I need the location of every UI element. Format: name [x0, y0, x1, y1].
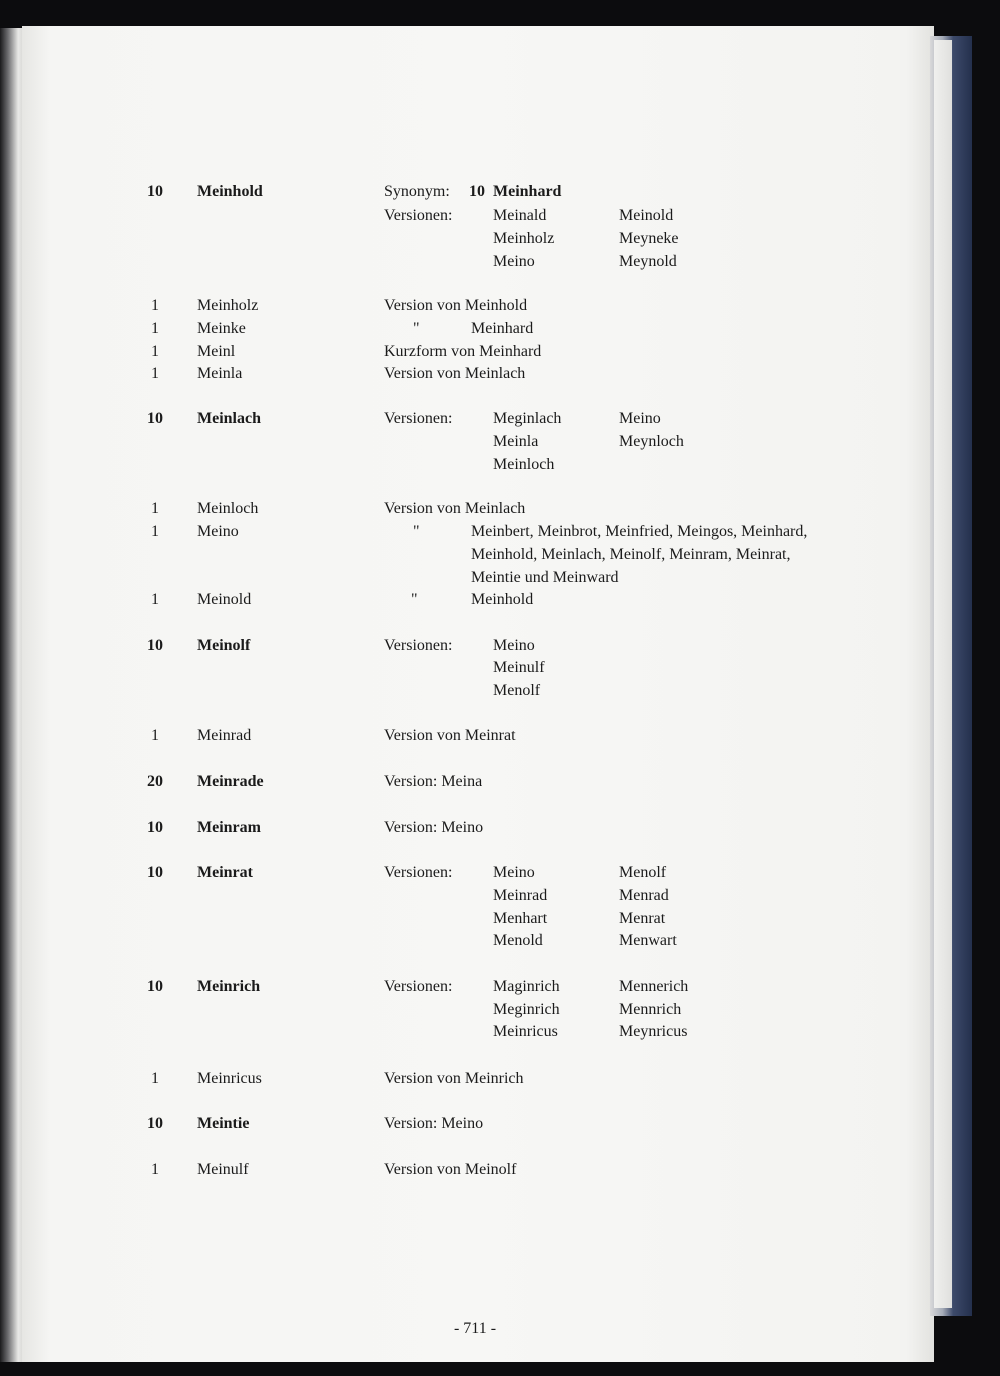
- entry-row: [0, 727, 1000, 750]
- entry-row: [0, 433, 1000, 456]
- synonym-number: 10: [469, 183, 485, 200]
- entry-description: Version: Meino: [384, 819, 484, 836]
- entry-description: Meinhold: [471, 591, 534, 608]
- entry-name: Meinrich: [197, 978, 261, 995]
- version-name: Meginlach: [493, 410, 562, 427]
- entry-row: [0, 253, 1000, 276]
- version-name: Meinloch: [493, 456, 555, 473]
- entry-row: [0, 864, 1000, 887]
- version-name: Meino: [493, 864, 535, 881]
- version-name: Meginrich: [493, 1001, 560, 1018]
- version-name: Menhart: [493, 910, 548, 927]
- version-name: Mennrich: [619, 1001, 682, 1018]
- entry-row: [0, 1115, 1000, 1138]
- versions-label: Versionen:: [384, 410, 453, 427]
- entry-description: Kurzform von Meinhard: [384, 343, 542, 360]
- entry-row: [0, 887, 1000, 910]
- version-name: Meyneke: [619, 230, 679, 247]
- entry-row: [0, 932, 1000, 955]
- versions-label: Versionen:: [384, 864, 453, 881]
- entry-row: [0, 1001, 1000, 1024]
- entry-name: Meinke: [197, 320, 246, 337]
- entry-name: Meino: [197, 523, 239, 540]
- entry-row: [0, 343, 1000, 366]
- entry-row: [0, 410, 1000, 433]
- entry-number: 10: [147, 978, 163, 995]
- entry-number: 1: [151, 500, 159, 517]
- entry-number: 1: [151, 1070, 159, 1087]
- entry-row: [0, 1161, 1000, 1184]
- entry-description: Version: Meino: [384, 1115, 484, 1132]
- entry-number: 1: [151, 727, 159, 744]
- entry-name: Meinulf: [197, 1161, 249, 1178]
- entry-number: 10: [147, 864, 163, 881]
- versions-label: Versionen:: [384, 207, 453, 224]
- entry-name: Meinl: [197, 343, 236, 360]
- entry-row: [0, 978, 1000, 1001]
- entry-row: [0, 773, 1000, 796]
- entry-number: 1: [151, 523, 159, 540]
- entry-name: Meinholz: [197, 297, 259, 314]
- version-name: Meinald: [493, 207, 547, 224]
- entry-row: [0, 682, 1000, 705]
- entry-number: 1: [151, 1161, 159, 1178]
- entry-row: [0, 500, 1000, 523]
- version-name: Meynloch: [619, 433, 684, 450]
- entry-row: [0, 207, 1000, 230]
- versions-label: Versionen:: [384, 978, 453, 995]
- entry-row: [0, 297, 1000, 320]
- entry-description: Version von Meinhold: [384, 297, 528, 314]
- entry-row: [0, 546, 1000, 569]
- entry-number: 10: [147, 1115, 163, 1132]
- version-name: Meynricus: [619, 1023, 688, 1040]
- entry-number: 1: [151, 297, 159, 314]
- entry-number: 1: [151, 365, 159, 382]
- version-name: Menolf: [619, 864, 667, 881]
- version-name: Menolf: [493, 682, 541, 699]
- entry-description: Meinbert, Meinbrot, Meinfried, Meingos, Meinhard,: [471, 523, 808, 540]
- entry-row: [0, 456, 1000, 479]
- version-name: Maginrich: [493, 978, 560, 995]
- entry-number: 10: [147, 637, 163, 654]
- ditto-mark: ": [413, 523, 420, 540]
- version-name: Menwart: [619, 932, 677, 949]
- entry-name: Meinla: [197, 365, 243, 382]
- version-name: Menrad: [619, 887, 669, 904]
- synonym-name: Meinhard: [493, 183, 562, 200]
- entry-row: [0, 591, 1000, 614]
- entry-row: [0, 659, 1000, 682]
- entry-number: 10: [147, 183, 163, 200]
- entry-name: Meinold: [197, 591, 252, 608]
- entry-description: Meintie und Meinward: [471, 569, 619, 586]
- entry-row: [0, 637, 1000, 660]
- entry-name: Meinlach: [197, 410, 261, 427]
- version-name: Meynold: [619, 253, 677, 270]
- version-name: Menold: [493, 932, 543, 949]
- page-number: - 711 -: [453, 1320, 497, 1337]
- entry-row: [0, 365, 1000, 388]
- entry-description: Version von Meinlach: [384, 365, 526, 382]
- entry-number: 1: [151, 343, 159, 360]
- entry-row: [0, 230, 1000, 253]
- entry-name: Meinrade: [197, 773, 264, 790]
- version-name: Menrat: [619, 910, 666, 927]
- ditto-mark: ": [413, 320, 420, 337]
- entry-row: [0, 183, 1000, 206]
- version-name: Meinricus: [493, 1023, 558, 1040]
- entry-name: Meinrat: [197, 864, 253, 881]
- entry-row: [0, 523, 1000, 546]
- versions-label: Versionen:: [384, 637, 453, 654]
- version-name: Meinulf: [493, 659, 545, 676]
- entry-name: Meinram: [197, 819, 261, 836]
- ditto-mark: ": [411, 591, 418, 608]
- entry-description: Version: Meina: [384, 773, 483, 790]
- entry-name: Meinolf: [197, 637, 251, 654]
- entry-number: 10: [147, 410, 163, 427]
- version-name: Mennerich: [619, 978, 689, 995]
- version-name: Meino: [493, 637, 535, 654]
- entry-row: [0, 819, 1000, 842]
- entry-number: 20: [147, 773, 163, 790]
- entry-name: Meinrad: [197, 727, 252, 744]
- entry-row: [0, 320, 1000, 343]
- entry-number: 10: [147, 819, 163, 836]
- entry-description: Version von Meinrat: [384, 727, 516, 744]
- version-name: Meino: [619, 410, 661, 427]
- entry-name: Meinloch: [197, 500, 259, 517]
- synonym-label: Synonym:: [384, 183, 450, 200]
- version-name: Meinla: [493, 433, 539, 450]
- entry-number: 1: [151, 320, 159, 337]
- entry-description: Meinhold, Meinlach, Meinolf, Meinram, Meinrat,: [471, 546, 791, 563]
- version-name: Meinrad: [493, 887, 548, 904]
- version-name: Meinholz: [493, 230, 555, 247]
- entry-row: [0, 910, 1000, 933]
- entry-description: Version von Meinrich: [384, 1070, 524, 1087]
- entry-name: Meinricus: [197, 1070, 262, 1087]
- entry-description: Meinhard: [471, 320, 534, 337]
- entry-description: Version von Meinlach: [384, 500, 526, 517]
- entry-row: [0, 569, 1000, 592]
- entry-name: Meinhold: [197, 183, 263, 200]
- entry-number: 1: [151, 591, 159, 608]
- version-name: Meino: [493, 253, 535, 270]
- entry-row: [0, 1023, 1000, 1046]
- version-name: Meinold: [619, 207, 674, 224]
- entry-name: Meintie: [197, 1115, 250, 1132]
- entry-description: Version von Meinolf: [384, 1161, 517, 1178]
- entry-row: [0, 1070, 1000, 1093]
